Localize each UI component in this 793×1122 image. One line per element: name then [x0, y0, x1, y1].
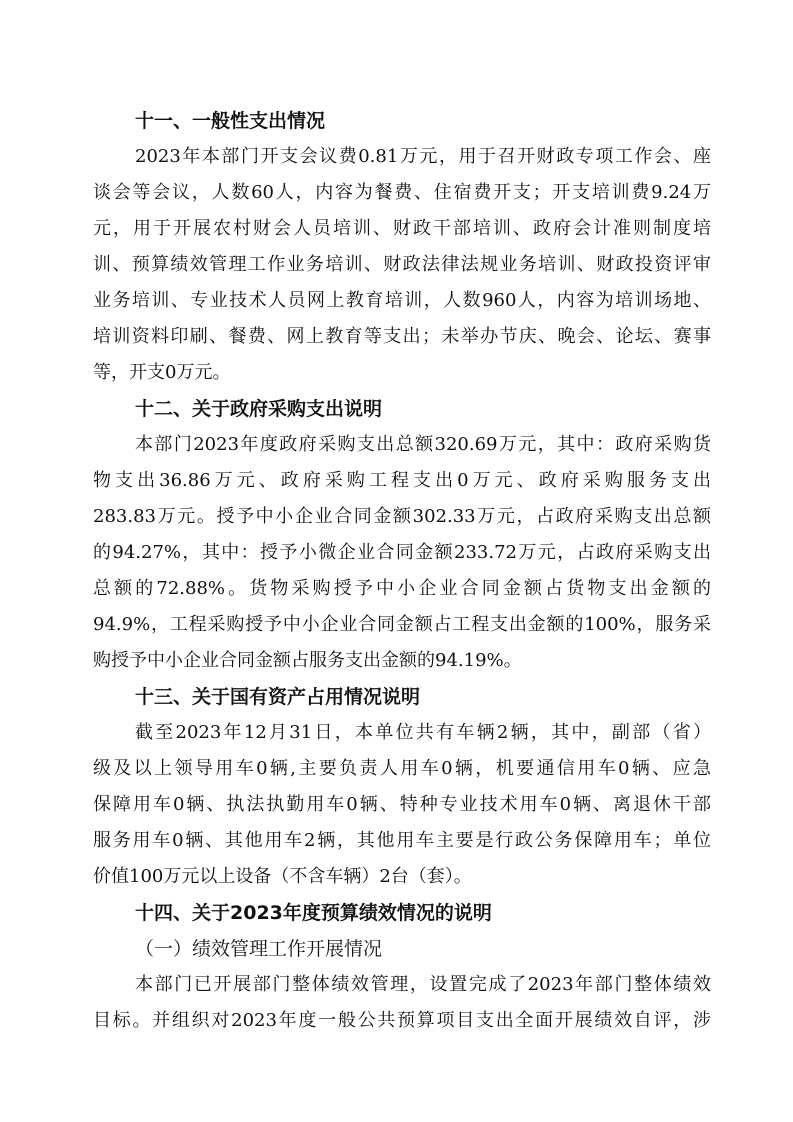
text-line: 本部门已开展部门整体绩效管理，设置完成了2023年部门整体绩效 [135, 974, 711, 995]
paragraph [93, 715, 711, 895]
section-government-procurement [93, 391, 711, 679]
text-line: 等，开支0万元。 [93, 362, 231, 383]
text-line: 购授予中小企业合同金额占服务支出金额的94.19%。 [93, 650, 522, 671]
section-general-expenditure [93, 103, 711, 391]
text-line: 2023年本部门开支会议费0.81万元，用于召开财政专项工作会、座 [135, 146, 711, 167]
section-state-assets [93, 679, 711, 895]
section-heading: 十一、一般性支出情况 [135, 110, 326, 132]
text-line: 服务用车0辆、其他用车2辆，其他用车主要是行政公务保障用车；单位 [93, 830, 711, 851]
paragraph [93, 967, 711, 1039]
text-line: 谈会等会议，人数60人，内容为餐费、住宿费开支；开支培训费9.24万 [93, 182, 711, 203]
text-line: 价值100万元以上设备（不含车辆）2台（套）。 [93, 866, 472, 887]
text-line: 级及以上领导用车0辆,主要负责人用车0辆，机要通信用车0辆、应急 [93, 758, 711, 779]
text-line: 总额的72.88%。货物采购授予中小企业合同金额占货物支出金额的 [93, 578, 711, 599]
text-line: 训、预算绩效管理工作业务培训、财政法律法规业务培训、财政投资评审 [93, 254, 711, 275]
text-line: 本部门2023年度政府采购支出总额320.69万元，其中：政府采购货 [135, 434, 711, 455]
section-heading: 十三、关于国有资产占用情况说明 [135, 686, 421, 708]
text-line: 业务培训、专业技术人员网上教育培训，人数960人，内容为培训场地、 [93, 290, 711, 311]
section-heading: 十二、关于政府采购支出说明 [135, 398, 383, 420]
text-line: 的94.27%，其中：授予小微企业合同金额233.72万元，占政府采购支出 [93, 542, 711, 563]
text-line: 目标。并组织对2023年度一般公共预算项目支出全面开展绩效自评，涉 [93, 1010, 711, 1031]
text-line: 物支出36.86万元、政府采购工程支出0万元、政府采购服务支出 [93, 470, 711, 491]
section-heading: 十四、关于2023年度预算绩效情况的说明 [135, 902, 492, 924]
text-line: 截至2023年12月31日，本单位共有车辆2辆，其中，副部（省） [135, 722, 711, 743]
document-body [93, 103, 711, 1039]
text-line: 283.83万元。授予中小企业合同金额302.33万元，占政府采购支出总额 [93, 506, 711, 527]
text-line: 保障用车0辆、执法执勤用车0辆、特种专业技术用车0辆、离退休干部 [93, 794, 711, 815]
text-line: 94.9%，工程采购授予中小企业合同金额占工程支出金额的100%，服务采 [93, 614, 711, 635]
section-performance [93, 895, 711, 1039]
section-subheading: （一）绩效管理工作开展情况 [135, 938, 383, 960]
text-line: 元，用于开展农村财会人员培训、财政干部培训、政府会计准则制度培 [93, 218, 711, 239]
paragraph [93, 139, 711, 391]
text-line: 培训资料印刷、餐费、网上教育等支出；未举办节庆、晚会、论坛、赛事 [93, 326, 711, 347]
paragraph [93, 427, 711, 679]
